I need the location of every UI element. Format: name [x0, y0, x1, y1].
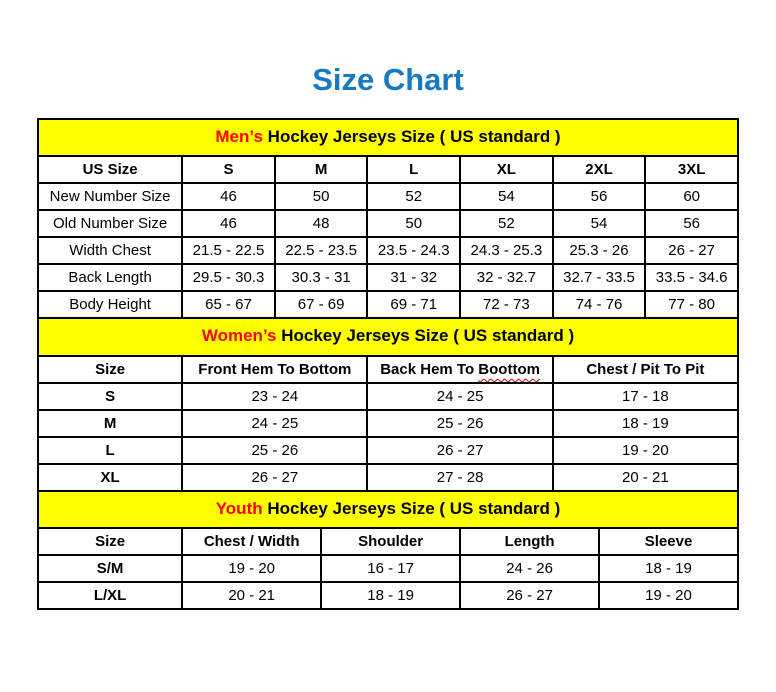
womens-size-table — [37, 355, 739, 492]
mens-column-header: M — [275, 156, 368, 183]
womens-value-cell: 18 - 19 — [553, 410, 738, 437]
mens-table-row — [38, 183, 738, 210]
mens-value-cell: 54 — [460, 183, 553, 210]
youth-column-header: Shoulder — [321, 528, 460, 555]
mens-row-label: Width Chest — [38, 237, 182, 264]
youth-column-header: Length — [460, 528, 599, 555]
youth-value-cell: 19 - 20 — [599, 582, 738, 609]
mens-value-cell: 25.3 - 26 — [553, 237, 646, 264]
mens-column-header: L — [367, 156, 460, 183]
youth-section — [37, 490, 739, 610]
womens-value-cell: 19 - 20 — [553, 437, 738, 464]
womens-section-banner — [37, 317, 739, 356]
womens-value-cell: 23 - 24 — [182, 383, 367, 410]
womens-column-header: Chest / Pit To Pit — [553, 356, 738, 383]
youth-banner-accent: Youth — [215, 498, 263, 518]
mens-value-cell: 50 — [275, 183, 368, 210]
youth-banner-text: Hockey Jerseys Size ( US standard ) — [267, 498, 561, 518]
womens-table-row — [38, 410, 738, 437]
mens-value-cell: 54 — [553, 210, 646, 237]
mens-value-cell: 72 - 73 — [460, 291, 553, 318]
page-title: Size Chart — [312, 62, 464, 97]
mens-table-row — [38, 210, 738, 237]
mens-value-cell: 48 — [275, 210, 368, 237]
mens-value-cell: 74 - 76 — [553, 291, 646, 318]
womens-column-header — [367, 356, 552, 383]
womens-table-row — [38, 464, 738, 491]
mens-size-table — [37, 155, 739, 319]
mens-value-cell: 32 - 32.7 — [460, 264, 553, 291]
mens-row-label: Body Height — [38, 291, 182, 318]
youth-value-cell: 20 - 21 — [182, 582, 321, 609]
mens-value-cell: 21.5 - 22.5 — [182, 237, 275, 264]
womens-value-cell: 17 - 18 — [553, 383, 738, 410]
youth-value-cell: 18 - 19 — [321, 582, 460, 609]
womens-value-cell: 26 - 27 — [367, 437, 552, 464]
mens-value-cell: 56 — [553, 183, 646, 210]
mens-value-cell: 30.3 - 31 — [275, 264, 368, 291]
mens-value-cell: 46 — [182, 210, 275, 237]
mens-value-cell: 52 — [367, 183, 460, 210]
youth-column-header: Chest / Width — [182, 528, 321, 555]
youth-size-table — [37, 527, 739, 610]
mens-row-label: Back Length — [38, 264, 182, 291]
youth-value-cell: 26 - 27 — [460, 582, 599, 609]
youth-table-row — [38, 582, 738, 609]
size-chart — [37, 118, 739, 610]
mens-column-header: S — [182, 156, 275, 183]
mens-value-cell: 29.5 - 30.3 — [182, 264, 275, 291]
mens-value-cell: 67 - 69 — [275, 291, 368, 318]
mens-value-cell: 24.3 - 25.3 — [460, 237, 553, 264]
mens-table-row — [38, 237, 738, 264]
mens-value-cell: 60 — [645, 183, 738, 210]
mens-column-header: 2XL — [553, 156, 646, 183]
mens-value-cell: 23.5 - 24.3 — [367, 237, 460, 264]
womens-value-cell: 25 - 26 — [367, 410, 552, 437]
mens-row-label: Old Number Size — [38, 210, 182, 237]
mens-value-cell: 65 - 67 — [182, 291, 275, 318]
youth-value-cell: 24 - 26 — [460, 555, 599, 582]
womens-value-cell: 25 - 26 — [182, 437, 367, 464]
youth-row-label: L/XL — [38, 582, 182, 609]
youth-header-row — [38, 528, 738, 555]
youth-value-cell: 19 - 20 — [182, 555, 321, 582]
mens-value-cell: 50 — [367, 210, 460, 237]
womens-value-cell: 24 - 25 — [367, 383, 552, 410]
mens-section-banner — [37, 118, 739, 157]
womens-banner-text: Hockey Jerseys Size ( US standard ) — [281, 326, 575, 346]
mens-header-row — [38, 156, 738, 183]
womens-value-cell: 26 - 27 — [182, 464, 367, 491]
mens-value-cell: 33.5 - 34.6 — [645, 264, 738, 291]
mens-column-header: XL — [460, 156, 553, 183]
womens-column-header: Size — [38, 356, 182, 383]
youth-value-cell: 16 - 17 — [321, 555, 460, 582]
youth-row-label: S/M — [38, 555, 182, 582]
mens-value-cell: 46 — [182, 183, 275, 210]
mens-column-header: 3XL — [645, 156, 738, 183]
womens-row-label: S — [38, 383, 182, 410]
womens-table-row — [38, 383, 738, 410]
mens-value-cell: 52 — [460, 210, 553, 237]
mens-value-cell: 69 - 71 — [367, 291, 460, 318]
mens-value-cell: 77 - 80 — [645, 291, 738, 318]
womens-banner-accent: Women’s — [201, 326, 277, 346]
womens-column-header: Front Hem To Bottom — [182, 356, 367, 383]
womens-header-row — [38, 356, 738, 383]
mens-row-label: New Number Size — [38, 183, 182, 210]
column-header-text: Back Hem To — [380, 360, 479, 378]
mens-value-cell: 56 — [645, 210, 738, 237]
mens-value-cell: 31 - 32 — [367, 264, 460, 291]
youth-value-cell: 18 - 19 — [599, 555, 738, 582]
womens-row-label: L — [38, 437, 182, 464]
youth-column-header: Sleeve — [599, 528, 738, 555]
mens-value-cell: 26 - 27 — [645, 237, 738, 264]
mens-table-row — [38, 291, 738, 318]
mens-banner-accent: Men’s — [215, 127, 263, 146]
youth-table-row — [38, 555, 738, 582]
womens-value-cell: 24 - 25 — [182, 410, 367, 437]
mens-value-cell: 22.5 - 23.5 — [275, 237, 368, 264]
womens-section — [37, 317, 739, 491]
womens-table-row — [38, 437, 738, 464]
womens-row-label: XL — [38, 464, 182, 491]
youth-column-header: Size — [38, 528, 182, 555]
misspelled-word: Boottom — [478, 360, 540, 378]
mens-value-cell: 32.7 - 33.5 — [553, 264, 646, 291]
womens-value-cell: 20 - 21 — [553, 464, 738, 491]
mens-table-row — [38, 264, 738, 291]
mens-section — [37, 118, 739, 319]
womens-row-label: M — [38, 410, 182, 437]
youth-section-banner — [37, 490, 739, 529]
mens-column-header: US Size — [38, 156, 182, 183]
womens-value-cell: 27 - 28 — [367, 464, 552, 491]
mens-banner-text: Hockey Jerseys Size ( US standard ) — [267, 127, 561, 146]
